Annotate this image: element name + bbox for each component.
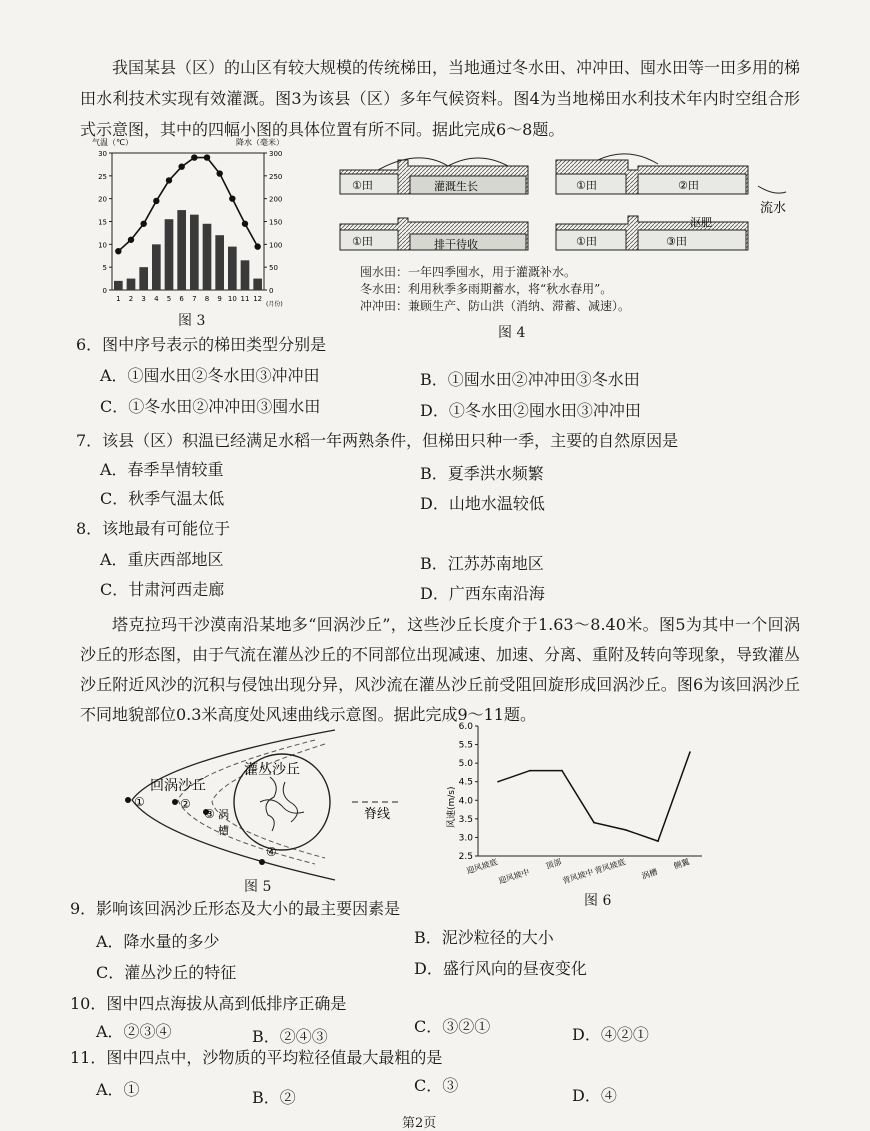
fig6-x-tick: 侧翼 xyxy=(672,857,691,871)
fig5-trough-label-2: 槽 xyxy=(218,824,229,837)
fig3-temp-point xyxy=(115,248,121,254)
figure-6-wind-speed-chart xyxy=(440,716,710,896)
q6-option-c[interactable]: C．①冬水田②冲冲田③囤水田 xyxy=(100,397,321,416)
q6-option-d[interactable]: D．①冬水田②囤水田③冲冲田 xyxy=(420,401,641,420)
q11-option-d[interactable]: D．④ xyxy=(572,1086,617,1105)
fig6-y-tick: 6.0 xyxy=(458,722,473,732)
fig3-x-tick: 6 xyxy=(179,295,184,303)
fig3-right-tick: 50 xyxy=(269,264,278,273)
fig3-temp-point xyxy=(191,154,197,160)
q6-option-a[interactable]: A．①囤水田②冬水田③冲冲田 xyxy=(100,366,320,385)
fig4-legend-2: 冬水田：利用秋季多雨期蓄水，将“秋水春用”。 xyxy=(360,282,613,296)
question-8-stem: 8．该地最有可能位于 xyxy=(76,519,231,538)
figure-3-climate-chart xyxy=(88,135,308,315)
q7-option-d[interactable]: D．山地水温较低 xyxy=(420,494,545,513)
fig6-wind-point xyxy=(625,829,627,831)
q7-option-b[interactable]: B．夏季洪水频繁 xyxy=(420,464,544,483)
q7-option-a[interactable]: A．春季旱情较重 xyxy=(100,460,224,479)
fig3-left-tick: 25 xyxy=(98,172,107,181)
fig3-right-tick: 200 xyxy=(269,195,283,204)
q6-option-b[interactable]: B．①囤水田②冲冲田③冬水田 xyxy=(420,370,640,389)
fig3-temp-point xyxy=(153,198,159,204)
fig4-legend-3: 冲冲田：兼顾生产、防山洪（消纳、滞蓄、减速）。 xyxy=(360,299,631,313)
fig3-x-tick: 10 xyxy=(227,295,237,303)
fig3-left-tick: 5 xyxy=(102,264,107,273)
fig6-wind-point xyxy=(529,770,531,772)
fig3-precip-bar xyxy=(139,267,148,290)
fig3-precip-bar xyxy=(177,210,186,290)
fig6-y-label: 风速(m/s) xyxy=(447,786,457,828)
fig4-p2-field1: ①田 xyxy=(576,179,597,192)
fig3-right-tick: 150 xyxy=(269,218,283,227)
fig6-y-tick: 5.0 xyxy=(458,759,473,770)
fig3-x-unit: (月份) xyxy=(266,301,283,308)
fig4-p2-field2: ②田 xyxy=(678,179,699,192)
fig4-p1-field1: ①田 xyxy=(352,179,373,192)
fig3-temp-point xyxy=(166,177,172,183)
fig3-x-ticks xyxy=(116,295,262,303)
fig3-x-tick: 5 xyxy=(166,295,172,303)
fig3-left-tick: 30 xyxy=(98,150,107,158)
q10-option-a[interactable]: A．②③④ xyxy=(96,1022,172,1041)
intro-paragraph-1: 我国某县（区）的山区有较大规模的传统梯田，当地通过冬水田、冲冲田、囤水田等一田多用的梯田水利技术实现有效灌溉。图3为该县（区）多年气候资料。图4为当地梯田水利技术年内时空组合形式示意图，其中的四幅小图的具体位置有所不同。据此完成6～8题。 xyxy=(80,58,801,139)
fig3-left-axis-label: 气温（℃） xyxy=(92,138,133,147)
fig6-x-tick: 迎风坡底 xyxy=(465,857,499,876)
fig3-temperature-line xyxy=(115,154,261,254)
question-6-stem: 6．图中序号表示的梯田类型分别是 xyxy=(76,335,327,354)
question-10-stem: 10．图中四点海拔从高到低排序正确是 xyxy=(70,994,347,1013)
fig5-trough-label-1: 涡 xyxy=(218,808,229,821)
fig3-right-tick: 100 xyxy=(269,241,283,250)
fig4-p3-state: 排干待收 xyxy=(434,238,478,251)
fig5-point-4: ④ xyxy=(266,845,277,859)
fig3-precip-bar xyxy=(190,215,199,290)
fig4-p4-manure: 沤肥 xyxy=(690,216,712,229)
fig3-temp-point xyxy=(216,170,222,176)
fig6-y-tick: 2.5 xyxy=(458,852,473,862)
fig3-precip-bar xyxy=(152,244,161,290)
fig3-x-tick: 11 xyxy=(240,295,250,303)
page-footer: 第2页 xyxy=(402,1116,437,1131)
q10-option-b[interactable]: B．②④③ xyxy=(252,1027,328,1046)
fig6-x-tick: 背风坡中 xyxy=(561,867,595,886)
figure-4-caption: 图 4 xyxy=(498,325,526,341)
fig3-temp-point xyxy=(140,221,146,227)
q8-option-a[interactable]: A．重庆西部地区 xyxy=(100,550,224,569)
q11-option-a[interactable]: A．① xyxy=(96,1080,140,1099)
fig4-panel-1 xyxy=(340,158,528,194)
fig3-precip-bar xyxy=(165,219,174,290)
question-11-stem: 11．图中四点中，沙物质的平均粒径值最大最粗的是 xyxy=(70,1048,443,1067)
fig3-left-tick: 20 xyxy=(98,195,107,204)
fig3-precip-bar xyxy=(228,247,237,290)
fig6-wind-point xyxy=(593,822,595,824)
fig3-left-tick: 0 xyxy=(102,287,107,295)
fig6-x-tick: 迎风坡中 xyxy=(497,867,531,886)
fig4-p1-state: 灌溉生长 xyxy=(434,180,478,193)
fig3-precip-bar xyxy=(253,279,262,290)
fig4-legend-1: 囤水田：一年四季囤水，用于灌溉补水。 xyxy=(360,265,577,279)
q8-option-d[interactable]: D．广西东南沿海 xyxy=(420,584,545,603)
fig6-y-tick: 3.5 xyxy=(458,814,473,825)
fig4-p2-flow: 流水 xyxy=(760,201,787,216)
fig6-wind-point xyxy=(689,751,691,753)
fig3-x-tick: 3 xyxy=(141,295,146,303)
q10-option-c[interactable]: C．③②① xyxy=(414,1017,491,1036)
fig6-axes xyxy=(459,722,702,862)
fig6-x-ticks xyxy=(465,856,691,886)
fig3-temp-point xyxy=(242,221,248,227)
q11-option-b[interactable]: B．② xyxy=(252,1088,296,1107)
fig5-dune-label: 回涡沙丘 xyxy=(150,778,206,794)
fig6-y-tick: 5.5 xyxy=(458,740,473,751)
question-9-stem: 9．影响该回涡沙丘形态及大小的最主要因素是 xyxy=(70,899,401,918)
fig6-y-tick: 4.0 xyxy=(458,796,473,807)
fig4-p3-field1: ①田 xyxy=(352,235,373,248)
question-7-stem: 7．该县（区）积温已经满足水稻一年两熟条件，但梯田只种一季，主要的自然原因是 xyxy=(76,431,679,450)
fig6-wind-line xyxy=(497,751,691,842)
fig3-precip-bar xyxy=(127,279,136,290)
fig6-x-tick: 顶部 xyxy=(544,857,563,871)
q11-option-c[interactable]: C．③ xyxy=(414,1076,459,1095)
fig3-right-axis-label: 降水（毫米） xyxy=(236,138,284,147)
fig6-wind-path xyxy=(498,752,690,841)
fig3-x-tick: 9 xyxy=(217,295,222,303)
fig4-panel-4 xyxy=(556,216,748,250)
q8-option-c[interactable]: C．甘肃河西走廊 xyxy=(100,580,225,599)
fig3-temp-point xyxy=(128,237,134,243)
fig3-left-tick: 10 xyxy=(98,241,107,250)
fig3-x-tick: 1 xyxy=(116,295,121,303)
fig3-x-tick: 2 xyxy=(128,295,134,303)
fig3-precip-bar xyxy=(203,224,212,290)
figure-5-dune-diagram xyxy=(120,722,440,882)
q9-option-a[interactable]: A．降水量的多少 xyxy=(96,932,220,951)
fig3-bars xyxy=(114,210,262,290)
fig3-right-tick: 300 xyxy=(269,150,283,158)
fig3-temp-point xyxy=(178,164,184,170)
fig5-ridge-label: 脊线 xyxy=(364,807,391,822)
fig3-x-tick: 4 xyxy=(154,295,159,303)
fig3-x-tick: 7 xyxy=(192,295,197,303)
figure-4-terrace-diagram xyxy=(338,152,798,260)
fig6-wind-point xyxy=(657,840,659,842)
q9-option-c[interactable]: C．灌丛沙丘的特征 xyxy=(96,963,237,982)
fig3-temp-point xyxy=(229,195,235,201)
fig3-precip-bar xyxy=(215,235,224,290)
fig4-panel-3 xyxy=(340,218,528,251)
fig3-temp-path xyxy=(118,158,257,252)
fig3-x-tick: 8 xyxy=(204,295,210,303)
fig3-right-tick: 0 xyxy=(269,287,274,295)
q10-option-d[interactable]: D．④②① xyxy=(572,1025,649,1044)
q9-option-d[interactable]: D．盛行风向的昼夜变化 xyxy=(414,959,587,978)
fig4-p4-field1: ①田 xyxy=(576,235,597,248)
fig6-x-tick: 背风坡底 xyxy=(593,857,627,876)
figure-3-caption: 图 3 xyxy=(178,313,206,329)
fig4-panel-2 xyxy=(556,154,786,216)
fig6-x-tick: 涡槽 xyxy=(640,867,659,881)
fig4-p4-field3: ③田 xyxy=(666,235,687,248)
fig6-wind-point xyxy=(561,770,563,772)
fig3-precip-bar xyxy=(114,281,123,290)
fig3-temp-point xyxy=(204,154,210,160)
fig5-bush-label: 灌丛沙丘 xyxy=(244,762,300,778)
intro-paragraph-2: 塔克拉玛干沙漠南沿某地多“回涡沙丘”，这些沙丘长度介于1.63～8.40米。图5为其中一个回涡沙丘的形态图，由于气流在灌丛沙丘的不同部位出现减速、加速、分离、重附及转向等现象，导致灌丛沙丘附近风沙的沉积与侵蚀出现分异，风沙流在灌丛沙丘前受阻回旋形成回涡沙丘。图6为该回涡沙丘不同地貌部位0.3米高度处风速曲线示意图。据此完成9～11题。 xyxy=(80,615,801,724)
fig5-point-3: ③ xyxy=(204,807,215,821)
fig6-y-tick: 3.0 xyxy=(458,833,473,844)
fig3-left-tick: 15 xyxy=(98,218,107,227)
q8-option-b[interactable]: B．江苏苏南地区 xyxy=(420,554,544,573)
fig5-point-1: ① xyxy=(134,795,145,809)
fig3-x-tick: 12 xyxy=(253,295,263,303)
fig6-y-tick: 4.5 xyxy=(458,777,473,788)
fig3-precip-bar xyxy=(241,260,250,290)
q7-option-c[interactable]: C．秋季气温太低 xyxy=(100,489,225,508)
figure-5-caption: 图 5 xyxy=(244,879,272,895)
figure-6-caption: 图 6 xyxy=(584,893,612,909)
fig6-wind-point xyxy=(497,781,499,783)
fig3-right-tick: 250 xyxy=(269,172,283,181)
fig5-point-2: ② xyxy=(180,797,191,811)
q9-option-b[interactable]: B．泥沙粒径的大小 xyxy=(414,928,554,947)
fig3-temp-point xyxy=(254,243,260,249)
